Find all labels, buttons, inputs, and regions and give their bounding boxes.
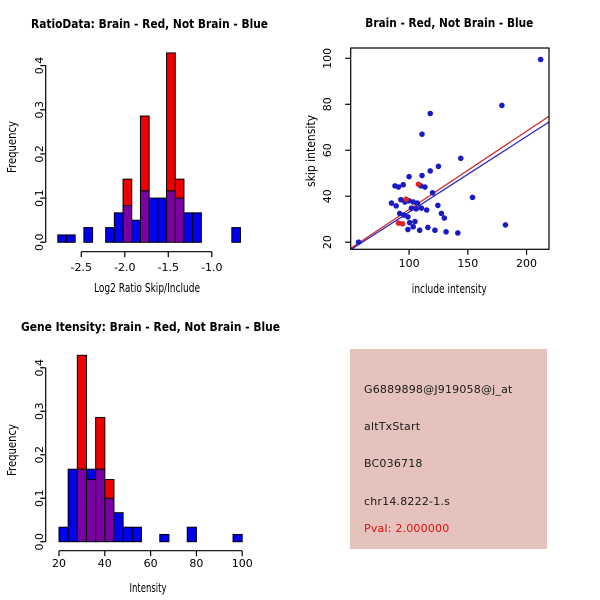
y-axis-label: Frequency: [5, 111, 19, 173]
hist-bar-blue: [132, 527, 141, 541]
hist-bar-overlap: [105, 498, 114, 541]
x-tick-label: 80: [189, 557, 204, 570]
y-tick-label: 20: [321, 235, 334, 250]
fit-line-brain-red: [351, 116, 549, 248]
plot-box: [351, 48, 549, 249]
scatter-point-blue: [427, 168, 433, 174]
gene-intensity-histogram-panel: [0, 300, 300, 600]
hist-bar-blue: [123, 527, 132, 541]
scatter-point-blue: [396, 184, 402, 190]
x-tick-label: -2.5: [70, 261, 93, 274]
scatter-point-blue: [417, 227, 423, 233]
hist-bar-blue: [232, 228, 241, 243]
scatter-point-blue: [430, 190, 436, 196]
hist-bar-overlap: [96, 469, 105, 541]
scatter-point-blue: [412, 219, 418, 225]
y-tick-label: 0.3: [33, 402, 46, 420]
scatter-point-blue: [409, 205, 415, 211]
hist-bar-blue: [59, 527, 68, 541]
scatter-point-blue: [427, 111, 433, 117]
hist-bar-blue: [84, 228, 93, 243]
hist-bar-blue: [106, 228, 115, 243]
scatter-point-blue: [424, 207, 430, 213]
y-tick-label: 0.1: [33, 489, 46, 507]
hist-bar-red: [167, 53, 176, 191]
y-tick-label: 0.0: [33, 532, 46, 551]
hist-bar-red: [77, 355, 86, 469]
fit-line-notbrain-blue: [351, 122, 549, 250]
y-tick-label: 100: [321, 47, 334, 69]
y-tick-label: 0.4: [33, 56, 46, 75]
y-tick-label: 0.2: [33, 445, 46, 464]
scatter-point-blue: [499, 103, 505, 109]
hist-bar-blue: [187, 527, 196, 541]
scatter-point-blue: [405, 227, 411, 233]
y-tick-label: 0.1: [33, 189, 46, 207]
hist-bar-red: [140, 116, 149, 191]
scatter-point-blue: [458, 156, 464, 162]
scatter-point-blue: [435, 203, 441, 209]
hist-bar-blue: [66, 235, 75, 242]
x-axis-label: Intensity: [129, 581, 167, 595]
scatter-point-blue: [410, 224, 416, 230]
x-tick-label: 20: [52, 557, 67, 570]
scatter-point-red: [403, 196, 409, 202]
y-tick-label: 0.2: [33, 145, 46, 163]
chart-title: RatioData: Brain - Red, Not Brain - Blue: [31, 16, 268, 31]
y-tick-label: 40: [321, 189, 334, 204]
hist-bar-overlap: [77, 469, 86, 541]
hist-bar-blue: [132, 220, 141, 242]
hist-bar-overlap: [123, 205, 132, 242]
hist-bar-blue: [193, 213, 202, 242]
x-tick-label: 40: [97, 557, 112, 570]
x-tick-label: 100: [231, 557, 253, 570]
chart-title: Gene Itensity: Brain - Red, Not Brain - Blue: [21, 319, 280, 334]
scatter-point-blue: [432, 227, 438, 233]
scatter-point-blue: [419, 131, 425, 137]
y-tick-label: 0.3: [33, 100, 46, 119]
y-tick-label: 0.0: [33, 233, 46, 252]
x-tick-label: -1.0: [201, 261, 223, 274]
scatter-point-blue: [470, 195, 476, 201]
x-tick-label: 150: [457, 257, 479, 270]
pval-text: Pval: 2.000000: [364, 522, 450, 535]
hist-bar-red: [105, 480, 114, 499]
scatter-point-blue: [436, 164, 442, 170]
y-tick-label: 60: [321, 143, 334, 158]
intensity-scatter-panel: [300, 0, 600, 300]
scatter-point-blue: [356, 239, 362, 245]
gene-info-panel: [350, 349, 547, 549]
scatter-point-blue: [503, 222, 509, 228]
scatter-point-blue: [443, 229, 449, 235]
x-axis-label: Log2 Ratio Skip/Include: [94, 281, 200, 295]
x-tick-label: -1.5: [157, 261, 180, 274]
accession-text: BC036718: [364, 457, 423, 470]
scatter-point-blue: [538, 57, 544, 63]
hist-bar-red: [96, 417, 105, 469]
scatter-point-blue: [422, 184, 428, 190]
scatter-point-blue: [413, 206, 419, 212]
x-tick-label: 60: [143, 557, 158, 570]
hist-bar-overlap: [167, 191, 176, 243]
hist-bar-blue: [86, 469, 95, 479]
hist-bar-blue: [184, 213, 193, 242]
event-type-text: altTxStart: [364, 420, 421, 433]
scatter-point-blue: [455, 230, 461, 236]
hist-bar-blue: [160, 534, 169, 541]
locus-text: chr14.8222-1.s: [364, 495, 451, 508]
hist-bar-blue: [114, 213, 123, 242]
hist-bar-overlap: [175, 198, 184, 242]
scatter-point-blue: [442, 215, 448, 221]
hist-bar-overlap: [86, 480, 95, 542]
scatter-point-red: [400, 221, 406, 227]
probe-id-text: G6889898@J919058@j_at: [364, 383, 513, 396]
hist-bar-blue: [58, 235, 67, 242]
hist-bar-red: [123, 179, 132, 205]
hist-bar-blue: [68, 469, 77, 541]
scatter-point-blue: [425, 225, 431, 231]
scatter-point-blue: [393, 203, 399, 209]
x-axis-label: include intensity: [411, 282, 487, 296]
hist-bar-blue: [158, 198, 167, 242]
y-axis-label: skip intensity: [304, 107, 318, 187]
scatter-point-blue: [415, 200, 421, 206]
scatter-point-blue: [419, 173, 425, 179]
scatter-point-blue: [419, 205, 425, 211]
hist-bar-blue: [149, 198, 158, 242]
scatter-point-blue: [389, 200, 395, 206]
y-tick-label: 0.4: [33, 358, 46, 377]
x-tick-label: 100: [398, 257, 420, 270]
scatter-point-red: [416, 181, 422, 187]
scatter-point-blue: [406, 174, 412, 180]
ratio-histogram-panel: [0, 0, 300, 300]
scatter-point-blue: [405, 214, 411, 220]
hist-bar-overlap: [140, 191, 149, 243]
scatter-point-blue: [439, 211, 445, 217]
hist-bar-red: [175, 179, 184, 198]
hist-bar-blue: [233, 534, 242, 541]
hist-bar-blue: [114, 513, 123, 542]
x-tick-label: 200: [516, 257, 538, 270]
x-tick-label: -2.0: [114, 261, 136, 274]
y-tick-label: 80: [321, 97, 334, 112]
chart-title: Brain - Red, Not Brain - Blue: [365, 15, 534, 30]
y-axis-label: Frequency: [5, 414, 19, 476]
